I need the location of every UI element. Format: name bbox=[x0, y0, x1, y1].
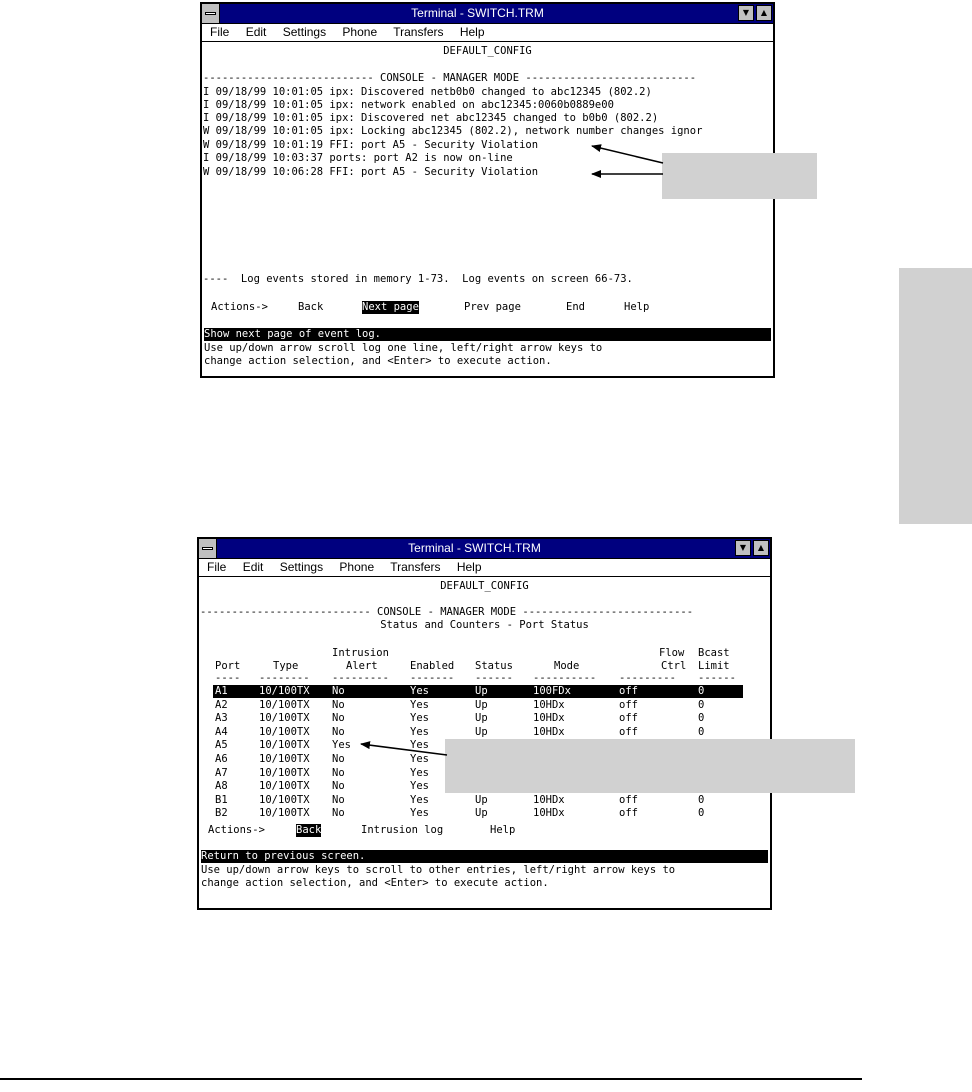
menu-phone[interactable]: Phone bbox=[342, 25, 378, 39]
column-header-intrusion: Intrusion bbox=[332, 647, 389, 659]
table-cell-type[interactable]: 10/100TX bbox=[259, 807, 310, 820]
console-header: --------------------------- CONSOLE - MANAGER MODE --------------------------- bbox=[200, 606, 694, 618]
arrow-to-violation-1 bbox=[592, 146, 663, 163]
help-text: Use up/down arrow scroll log one line, left/right arrow keys to bbox=[204, 342, 603, 354]
table-cell-limit[interactable]: 0 bbox=[698, 698, 705, 711]
table-cell-type[interactable]: 10/100TX bbox=[259, 725, 310, 738]
table-cell-port[interactable]: B1 bbox=[215, 793, 228, 806]
column-header-bcast: Bcast bbox=[698, 647, 730, 659]
table-cell-type[interactable]: 10/100TX bbox=[259, 712, 310, 725]
table-cell-status[interactable]: Up bbox=[475, 698, 488, 711]
maximize-button[interactable]: ▲ bbox=[753, 540, 769, 556]
column-header-ctrl: Ctrl bbox=[661, 660, 687, 672]
table-cell-port[interactable]: A2 bbox=[215, 698, 228, 711]
column-divider: -------- bbox=[259, 672, 310, 684]
menu-settings[interactable]: Settings bbox=[282, 25, 327, 39]
table-cell-mode[interactable]: 10HDx bbox=[533, 698, 565, 711]
action-next-page-button[interactable]: Next page bbox=[362, 301, 419, 313]
column-divider: ---- bbox=[215, 672, 241, 684]
column-divider: --------- bbox=[332, 672, 389, 684]
help-bar: Return to previous screen. bbox=[201, 850, 768, 863]
table-cell-enabled[interactable]: Yes bbox=[410, 766, 429, 779]
table-cell-alert[interactable]: No bbox=[332, 780, 345, 793]
table-cell-enabled[interactable]: Yes bbox=[410, 753, 429, 765]
table-cell-type[interactable]: 10/100TX bbox=[259, 793, 310, 806]
column-header-status: Status bbox=[475, 660, 513, 672]
bottom-rule bbox=[0, 1078, 862, 1080]
action-back-button[interactable]: Back bbox=[296, 824, 322, 836]
table-cell-mode[interactable]: 10HDx bbox=[533, 793, 565, 806]
log-line: I 09/18/99 10:01:05 ipx: Discovered net abc12345 changed to b0b0 (802.2) bbox=[203, 112, 659, 124]
table-cell-limit[interactable]: 0 bbox=[698, 712, 705, 725]
log-line: W 09/18/99 10:01:05 ipx: Locking abc12345 (802.2), network number changes ignor bbox=[203, 125, 703, 137]
help-text: change action selection, and <Enter> to execute action. bbox=[201, 877, 549, 889]
arrow-to-intrusion-alert bbox=[361, 744, 447, 755]
table-cell-flow[interactable]: off bbox=[619, 807, 638, 820]
table-cell-enabled[interactable]: Yes bbox=[410, 698, 429, 711]
table-cell-alert[interactable]: Yes bbox=[332, 739, 351, 752]
screen-title: Status and Counters - Port Status bbox=[380, 619, 589, 631]
table-cell-port[interactable]: A8 bbox=[215, 780, 228, 793]
menu-edit[interactable]: Edit bbox=[242, 560, 264, 574]
table-cell-port[interactable]: A7 bbox=[215, 766, 228, 779]
action-prev-page-button[interactable]: Prev page bbox=[464, 301, 521, 313]
table-cell-enabled[interactable]: Yes bbox=[410, 685, 429, 697]
column-divider: ------- bbox=[410, 672, 455, 684]
table-cell-type[interactable]: 10/100TX bbox=[259, 766, 310, 779]
action-back-button[interactable]: Back bbox=[298, 301, 324, 313]
table-cell-port[interactable]: A4 bbox=[215, 725, 228, 738]
minimize-button[interactable]: ▼ bbox=[738, 5, 754, 21]
maximize-button[interactable]: ▲ bbox=[756, 5, 772, 21]
table-cell-alert[interactable]: No bbox=[332, 753, 345, 765]
action-help-button[interactable]: Help bbox=[624, 301, 650, 313]
column-divider: ------ bbox=[475, 672, 513, 684]
table-cell-alert[interactable]: No bbox=[332, 725, 345, 738]
menu-help[interactable]: Help bbox=[459, 25, 485, 39]
table-cell-limit[interactable]: 0 bbox=[698, 725, 705, 738]
table-cell-enabled[interactable]: Yes bbox=[410, 807, 429, 820]
window-title: Terminal - SWITCH.TRM bbox=[408, 541, 541, 555]
table-cell-enabled[interactable]: Yes bbox=[410, 780, 429, 793]
console-header: --------------------------- CONSOLE - MANAGER MODE --------------------------- bbox=[203, 72, 697, 84]
column-header-type: Type bbox=[273, 660, 299, 672]
action-end-button[interactable]: End bbox=[566, 301, 585, 313]
table-cell-alert[interactable]: No bbox=[332, 712, 345, 725]
table-cell-mode[interactable]: 10HDx bbox=[533, 725, 565, 738]
column-header-flow: Flow bbox=[659, 647, 685, 659]
table-cell-flow[interactable]: off bbox=[619, 725, 638, 738]
table-cell-status[interactable]: Up bbox=[475, 807, 488, 820]
table-cell-alert[interactable]: No bbox=[332, 807, 345, 820]
table-cell-status[interactable]: Up bbox=[475, 793, 488, 806]
table-cell-port[interactable]: A5 bbox=[215, 739, 228, 752]
table-cell-type[interactable]: 10/100TX bbox=[259, 753, 310, 765]
table-cell-limit[interactable]: 0 bbox=[698, 685, 705, 697]
menu-help[interactable]: Help bbox=[456, 560, 482, 574]
table-cell-flow[interactable]: off bbox=[619, 698, 638, 711]
log-line: I 09/18/99 10:01:05 ipx: Discovered netb0b0 changed to abc12345 (802.2) bbox=[203, 86, 652, 98]
table-cell-enabled[interactable]: Yes bbox=[410, 712, 429, 725]
window-title: Terminal - SWITCH.TRM bbox=[411, 6, 544, 20]
menu-transfers[interactable]: Transfers bbox=[393, 25, 444, 39]
column-divider: ---------- bbox=[533, 672, 597, 684]
column-header-alert: Alert bbox=[346, 660, 378, 672]
table-cell-alert[interactable]: No bbox=[332, 766, 345, 779]
table-cell-limit[interactable]: 0 bbox=[698, 807, 705, 820]
menu-transfers[interactable]: Transfers bbox=[390, 560, 441, 574]
menu-edit[interactable]: Edit bbox=[245, 25, 267, 39]
table-cell-limit[interactable]: 0 bbox=[698, 793, 705, 806]
table-cell-port[interactable]: A1 bbox=[215, 685, 228, 697]
table-cell-type[interactable]: 10/100TX bbox=[259, 698, 310, 711]
help-text: change action selection, and <Enter> to execute action. bbox=[204, 355, 552, 367]
help-text: Use up/down arrow keys to scroll to other entries, left/right arrow keys to bbox=[201, 864, 676, 876]
table-cell-type[interactable]: 10/100TX bbox=[259, 685, 310, 697]
table-cell-alert[interactable]: No bbox=[332, 685, 345, 697]
table-cell-flow[interactable]: off bbox=[619, 793, 638, 806]
table-cell-status[interactable]: Up bbox=[475, 685, 488, 697]
table-cell-port[interactable]: A6 bbox=[215, 753, 228, 765]
column-header-enabled: Enabled bbox=[410, 660, 455, 672]
action-intrusion-log-button[interactable]: Intrusion log bbox=[361, 824, 444, 836]
column-header-mode: Mode bbox=[554, 660, 580, 672]
menu-file[interactable]: File bbox=[207, 560, 227, 574]
menu-settings[interactable]: Settings bbox=[279, 560, 324, 574]
log-line-security-violation: W 09/18/99 10:01:19 FFI: port A5 - Security Violation bbox=[203, 139, 539, 151]
column-divider: --------- bbox=[619, 672, 676, 684]
side-tab bbox=[899, 268, 972, 524]
log-line: I 09/18/99 10:03:37 ports: port A2 is now on-line bbox=[203, 152, 513, 164]
column-header-port: Port bbox=[215, 660, 241, 672]
table-cell-port[interactable]: A3 bbox=[215, 712, 228, 725]
config-name: DEFAULT_CONFIG bbox=[440, 580, 529, 592]
column-divider: ------ bbox=[698, 672, 736, 684]
table-cell-enabled[interactable]: Yes bbox=[410, 793, 429, 806]
minimize-button[interactable]: ▼ bbox=[735, 540, 751, 556]
table-cell-flow[interactable]: off bbox=[619, 712, 638, 725]
table-cell-mode[interactable]: 10HDx bbox=[533, 712, 565, 725]
log-line: I 09/18/99 10:01:05 ipx: network enabled on abc12345:0060b0889e00 bbox=[203, 99, 614, 111]
column-header-limit: Limit bbox=[698, 660, 730, 672]
table-cell-mode[interactable]: 100FDx bbox=[533, 685, 571, 697]
menu-phone[interactable]: Phone bbox=[339, 560, 375, 574]
help-bar: Show next page of event log. bbox=[204, 328, 771, 341]
log-status: ---- Log events stored in memory 1-73. Log events on screen 66-73. bbox=[203, 273, 633, 285]
table-cell-mode[interactable]: 10HDx bbox=[533, 807, 565, 820]
actions-label: Actions-> bbox=[208, 824, 265, 836]
action-help-button[interactable]: Help bbox=[490, 824, 516, 836]
table-cell-flow[interactable]: off bbox=[619, 685, 638, 697]
table-cell-enabled[interactable]: Yes bbox=[410, 725, 429, 738]
table-cell-type[interactable]: 10/100TX bbox=[259, 739, 310, 752]
table-cell-enabled[interactable]: Yes bbox=[410, 739, 429, 752]
table-cell-alert[interactable]: No bbox=[332, 793, 345, 806]
table-cell-status[interactable]: Up bbox=[475, 725, 488, 738]
config-name: DEFAULT_CONFIG bbox=[443, 45, 532, 57]
table-cell-alert[interactable]: No bbox=[332, 698, 345, 711]
table-cell-type[interactable]: 10/100TX bbox=[259, 780, 310, 793]
table-cell-status[interactable]: Up bbox=[475, 712, 488, 725]
log-line-security-violation: W 09/18/99 10:06:28 FFI: port A5 - Security Violation bbox=[203, 166, 539, 178]
menu-file[interactable]: File bbox=[210, 25, 230, 39]
actions-label: Actions-> bbox=[211, 301, 268, 313]
table-cell-port[interactable]: B2 bbox=[215, 807, 228, 820]
